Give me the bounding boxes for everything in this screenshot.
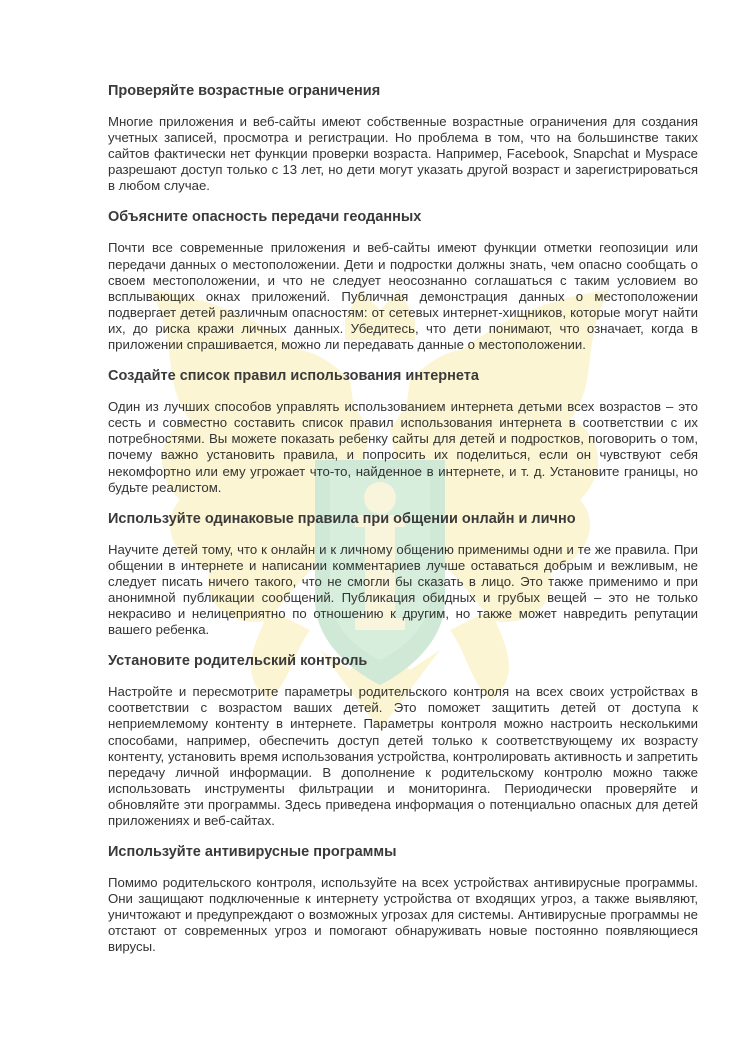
section-antivirus (108, 843, 698, 955)
section-heading: Установите родительский контроль (108, 653, 368, 670)
section-paragraph: Почти все современные приложения и веб-сайты имеют функции отметки геопозиции или передачи данных о местоположении. Дети и подростки должны знать, чем опасно сообщать о своем местоположении, и что не следует неосознанно соглашаться с таким условием во всплывающих окнах приложений. Публичная демонстрация данных о местоположении подвергает детей различным опасностям: от сетевых интернет-хищников, которые могут найти их, до риска кражи личных данных. Убедитесь, что дети понимают, что означает, когда в приложении спрашивается, можно ли передавать данные о местоположении. (108, 240, 698, 353)
section-geodata (108, 208, 698, 353)
section-paragraph: Настройте и пересмотрите параметры родительского контроля на всех своих устройствах в соответствии с возрастом ваших детей. Это поможет защитить детей от доступа к неприемлемому контенту в интернете. Параметры контроля можно настроить несколькими способами, например, обеспечить доступ детей только к соответствующему их возрасту контенту, установить время использования устройства, контролировать активность и запретить передачу личной информации. В дополнение к родительскому контролю можно также использовать инструменты фильтрации и мониторинга. Периодически проверяйте и обновляйте эти программы. Здесь приведена информация о потенциально опасных для детей приложениях и веб-сайтах. (108, 684, 698, 828)
document-body (108, 82, 698, 970)
section-age-restrictions (108, 82, 698, 194)
section-heading: Используйте одинаковые правила при общении онлайн и лично (108, 510, 576, 527)
section-paragraph: Многие приложения и веб-сайты имеют собственные возрастные ограничения для создания учетных записей, просмотра и регистрации. Но проблема в том, что на большинстве таких сайтов фактически нет функции проверки возраста. Например, Facebook, Snapchat и Myspace разрешают доступ только с 13 лет, но дети могут указать другой возраст и зарегистрироваться в любом случае. (108, 114, 698, 194)
section-heading: Проверяйте возрастные ограничения (108, 83, 381, 99)
section-heading: Создайте список правил использования интернета (108, 368, 479, 385)
section-same-rules (108, 510, 698, 639)
section-paragraph: Один из лучших способов управлять использованием интернета детьми всех возрастов – это сесть и совместно составить список правил использования интернета в соответствии с их потребностями. Вы можете показать ребенку сайты для детей и подростков, поговорить о том, почему важно установить правила, и попросить их поделиться, если он чувствуют себя некомфортно или ему угрожает что-то, найденное в интернете, и т. д. Установите границы, но будьте реалистом. (108, 399, 698, 495)
section-heading: Объясните опасность передачи геоданных (108, 209, 422, 226)
section-heading: Используйте антивирусные программы (108, 844, 397, 861)
section-paragraph: Помимо родительского контроля, используйте на всех устройствах антивирусные программы. Они защищают подключенные к интернету устройства от входящих угроз, а также выявляют, уничтожают и предупреждают о возможных угрозах для системы. Антивирусные программы не отстают от современных угроз и помогают обнаруживать новые постоянно появляющиеся вирусы. (108, 875, 698, 955)
section-internet-rules (108, 367, 698, 496)
section-parental-control (108, 652, 698, 829)
section-paragraph: Научите детей тому, что к онлайн и к личному общению применимы одни и те же правила. При общении в интернете и написании комментариев лучше оставаться добрым и вежливым, не следует писать ничего такого, что не смогли бы сказать в лицо. Это также применимо и при анонимной публикации сообщений. Публикация обидных и грубых вещей – это не только некрасиво и нелицеприятно по отношению к другим, но также может навредить репутации вашего ребенка. (108, 541, 698, 638)
